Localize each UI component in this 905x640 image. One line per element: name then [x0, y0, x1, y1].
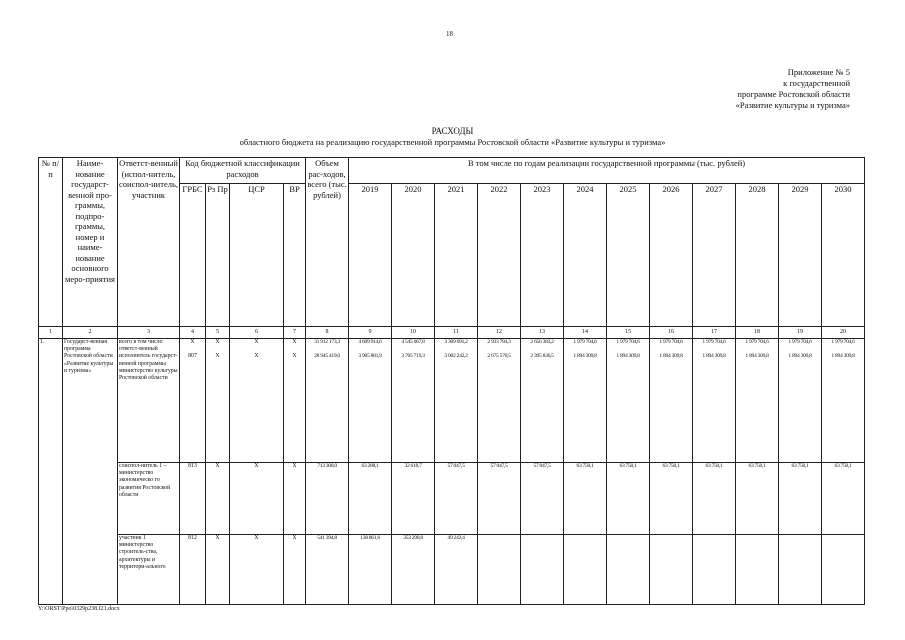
- year-cell: 63 750,1: [822, 463, 865, 535]
- column-number: 9: [349, 327, 392, 339]
- vr-cell: X: [284, 535, 306, 605]
- year-cell: [779, 339, 822, 463]
- column-number: 6: [230, 327, 284, 339]
- cell-value: 807: [188, 353, 197, 360]
- cell-value: 1 979 704,6: [616, 339, 640, 345]
- header-year: 2025: [607, 184, 650, 327]
- year-cell: [607, 339, 650, 463]
- column-number: 3: [118, 327, 180, 339]
- row-number: 1.: [39, 339, 63, 605]
- year-cell: [736, 535, 779, 605]
- column-number: 17: [693, 327, 736, 339]
- column-number: 5: [206, 327, 230, 339]
- year-cell: [779, 535, 822, 605]
- year-cell: [564, 339, 607, 463]
- document-title: РАСХОДЫ: [431, 126, 474, 136]
- header-year: 2027: [693, 184, 736, 327]
- document-subtitle: областного бюджета на реализацию государственной программы Ростовской области «Развитие культуры и туризма»: [239, 137, 666, 147]
- year-cell: [822, 339, 865, 463]
- cell-value: 1 894 309,8: [745, 353, 769, 360]
- year-cell: [736, 339, 779, 463]
- header-rzpr: Рз Пр: [206, 184, 230, 327]
- header-year: 2026: [650, 184, 693, 327]
- table-row: [39, 339, 865, 463]
- vr-cell: [284, 339, 306, 463]
- vr-cell: X: [284, 463, 306, 535]
- column-number: 2: [63, 327, 118, 339]
- header-year: 2028: [736, 184, 779, 327]
- year-cell: [650, 535, 693, 605]
- cell-value: 1 979 704,6: [745, 339, 769, 345]
- column-number: 1: [39, 327, 63, 339]
- year-cell: 32 618,7: [392, 463, 435, 535]
- year-cell: [435, 339, 478, 463]
- cell-value: 1 979 704,6: [788, 339, 812, 345]
- grbs-cell: [180, 339, 206, 463]
- cell-value: 4 545 067,8: [401, 339, 425, 345]
- appendix-line: к государственной: [783, 78, 850, 88]
- csr-cell: X: [230, 463, 284, 535]
- column-number-row: [39, 327, 865, 339]
- year-cell: [521, 535, 564, 605]
- program-name: Государст-венная программа Ростовской области «Развитие культуры и туризма»: [63, 339, 118, 605]
- cell-value: 2 656 383,2: [530, 339, 554, 345]
- year-cell: 63 750,1: [607, 463, 650, 535]
- year-cell: [650, 339, 693, 463]
- column-number: 4: [180, 327, 206, 339]
- cell-value: 3 905 881,9: [358, 353, 382, 360]
- cell-value: 1 979 704,6: [702, 339, 726, 345]
- cell-value: 1 894 309,8: [616, 353, 640, 360]
- cell-value: 1 894 309,8: [831, 353, 855, 360]
- responsible-main: ответст-венный исполнитель государст-венной программы министерство культуры Ростовской области: [119, 346, 178, 382]
- year-cell: [478, 339, 521, 463]
- cell-value: X: [292, 339, 297, 345]
- rzpr-cell: X: [206, 535, 230, 605]
- header-name: Наиме-нование государст-венной про-граммы, подпро-граммы, номер и наиме-нование основного меро-приятия: [63, 158, 118, 327]
- header-code-group: Код бюджетной классификации расходов: [180, 158, 306, 184]
- grbs-cell: 813: [180, 463, 206, 535]
- year-cell: 49 242,4: [435, 535, 478, 605]
- year-cell: 57 047,5: [435, 463, 478, 535]
- year-cell: 353 290,8: [392, 535, 435, 605]
- year-cell: [349, 339, 392, 463]
- total-cell: 713 300,0: [306, 463, 349, 535]
- cell-value: X: [254, 339, 259, 345]
- header-year: 2024: [564, 184, 607, 327]
- column-number: 13: [521, 327, 564, 339]
- column-number: 16: [650, 327, 693, 339]
- header-year: 2019: [349, 184, 392, 327]
- responsible-cell: [118, 339, 180, 463]
- column-number: 18: [736, 327, 779, 339]
- column-number: 8: [306, 327, 349, 339]
- cell-value: 2 395 836,5: [530, 353, 554, 360]
- csr-cell: [230, 339, 284, 463]
- file-path-footer: Y:\ORST\Ppo\0329p238.f21.docx: [38, 606, 120, 612]
- header-total: Объем рас-ходов, всего (тыс. рублей): [306, 158, 349, 327]
- year-cell: [693, 339, 736, 463]
- year-cell: 63 750,1: [650, 463, 693, 535]
- grbs-cell: 812: [180, 535, 206, 605]
- year-cell: 57 047,5: [521, 463, 564, 535]
- header-year: 2021: [435, 184, 478, 327]
- year-cell: 63 750,1: [564, 463, 607, 535]
- header-csr: ЦСР: [230, 184, 284, 327]
- total-cell: 541 394,8: [306, 535, 349, 605]
- year-cell: [693, 535, 736, 605]
- appendix-line: Приложение № 5: [787, 67, 850, 77]
- cell-value: 1 979 704,6: [573, 339, 597, 345]
- csr-cell: X: [230, 535, 284, 605]
- expenditure-table: [38, 157, 865, 605]
- total-cell: [306, 339, 349, 463]
- year-cell: [392, 339, 435, 463]
- year-cell: [822, 535, 865, 605]
- header-vr: ВР: [284, 184, 306, 327]
- year-cell: [521, 339, 564, 463]
- rzpr-cell: X: [206, 463, 230, 535]
- year-cell: 63 750,1: [736, 463, 779, 535]
- year-cell: 63 750,1: [779, 463, 822, 535]
- header-year: 2020: [392, 184, 435, 327]
- year-cell: 63 750,1: [693, 463, 736, 535]
- cell-value: X: [215, 353, 220, 360]
- cell-value: 28 945 419,0: [314, 353, 340, 360]
- header-years-group: В том числе по годам реализации государственной программы (тыс. рублей): [349, 158, 865, 184]
- cell-value: 3 705 719,3: [401, 353, 425, 360]
- year-cell: 138 861,6: [349, 535, 392, 605]
- header-num: № п/п: [39, 158, 63, 327]
- cell-value: 1 979 704,6: [659, 339, 683, 345]
- header-year: 2029: [779, 184, 822, 327]
- header-responsible: Ответст-венный (испол-нитель, соиспол-нитель, участник: [118, 158, 180, 327]
- responsible-cell: участник 1 министерство строитель-ства, архитектуры и территори-ального: [118, 535, 180, 605]
- cell-value: 1 894 309,8: [659, 353, 683, 360]
- table-row: [39, 463, 865, 535]
- year-cell: [564, 535, 607, 605]
- appendix-block: [650, 67, 850, 111]
- cell-value: 2 675 570,5: [487, 353, 511, 360]
- header-year: 2030: [822, 184, 865, 327]
- appendix-line: программе Ростовской области: [737, 89, 850, 99]
- year-cell: [607, 535, 650, 605]
- year-cell: 57 047,5: [478, 463, 521, 535]
- cell-value: 3 002 242,2: [444, 353, 468, 360]
- column-number: 7: [284, 327, 306, 339]
- cell-value: 3 309 091,2: [444, 339, 468, 345]
- column-number: 11: [435, 327, 478, 339]
- cell-value: 2 933 784,3: [487, 339, 511, 345]
- cell-value: 1 979 704,6: [831, 339, 855, 345]
- responsible-cell: соиспол-нитель 1 – министерство экономическо го развития Ростовской области: [118, 463, 180, 535]
- header-year: 2023: [521, 184, 564, 327]
- year-cell: 63 288,1: [349, 463, 392, 535]
- cell-value: 1 894 309,8: [702, 353, 726, 360]
- page-number: 18: [446, 30, 453, 38]
- column-number: 14: [564, 327, 607, 339]
- column-number: 15: [607, 327, 650, 339]
- table-row: [39, 535, 865, 605]
- year-cell: [478, 535, 521, 605]
- header-grbs: ГРБС: [180, 184, 206, 327]
- column-number: 19: [779, 327, 822, 339]
- cell-value: 1 894 309,8: [573, 353, 597, 360]
- rzpr-cell: [206, 339, 230, 463]
- cell-value: X: [215, 339, 220, 345]
- cell-value: 1 894 309,8: [788, 353, 812, 360]
- column-number: 12: [478, 327, 521, 339]
- appendix-line: «Развитие культуры и туризма»: [735, 100, 850, 110]
- cell-value: X: [254, 353, 259, 360]
- column-number: 20: [822, 327, 865, 339]
- responsible-total: всего в том числе:: [119, 339, 164, 345]
- cell-value: X: [190, 339, 195, 345]
- column-number: 10: [392, 327, 435, 339]
- header-year: 2022: [478, 184, 521, 327]
- cell-value: X: [292, 353, 297, 360]
- cell-value: 4 609 914,6: [358, 339, 382, 345]
- cell-value: 31 912 173,3: [314, 339, 340, 345]
